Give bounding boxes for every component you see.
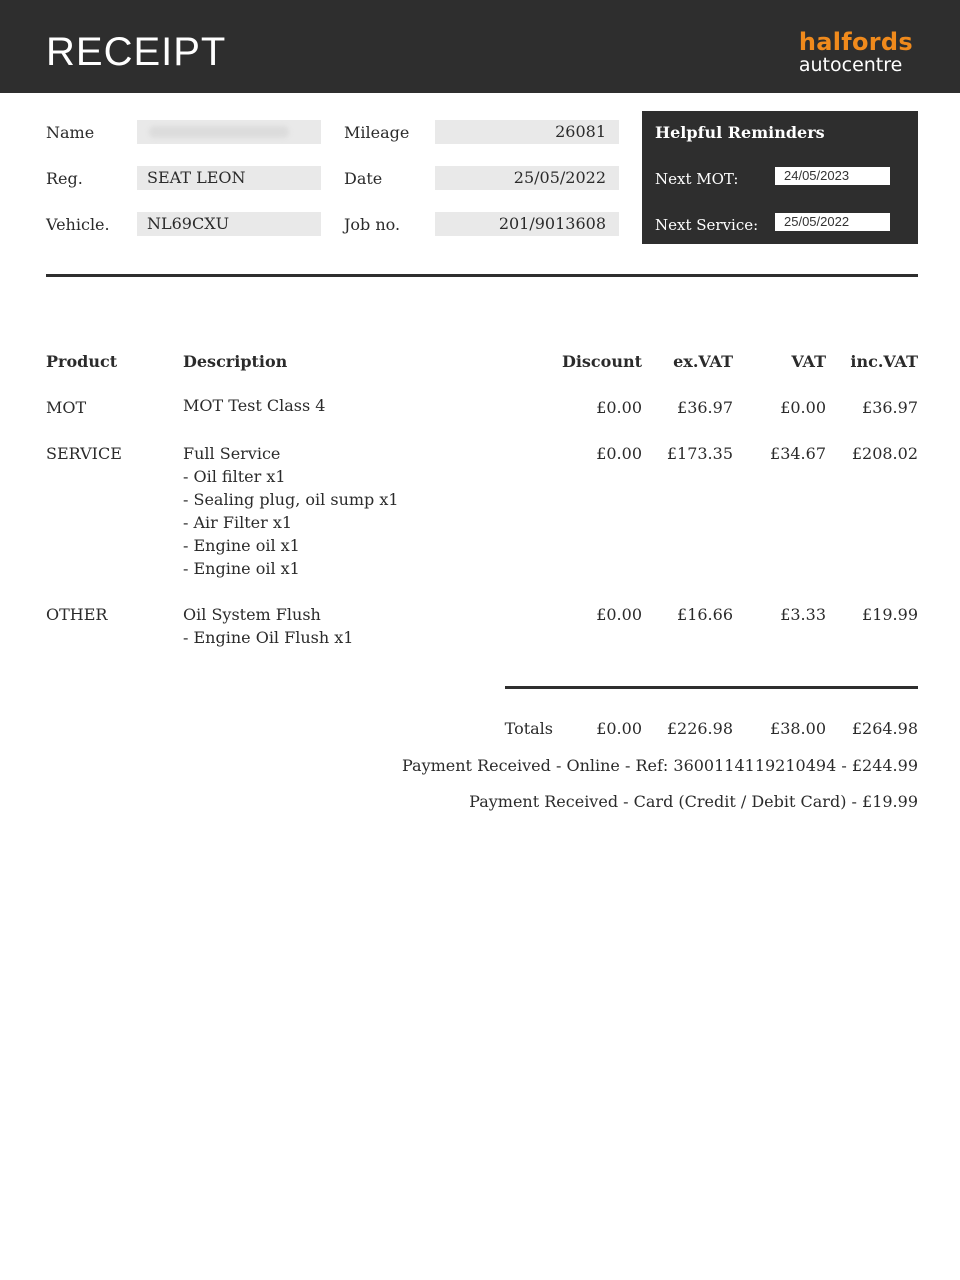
totals-label: Totals (504, 719, 553, 738)
col-header-product: Product (46, 352, 118, 371)
mileage-label: Mileage (344, 123, 410, 142)
helpful-reminders-panel (642, 111, 918, 244)
row-product: OTHER (46, 605, 108, 624)
logo-halfords-text: halfords (798, 28, 913, 56)
row-exvat: £173.35 (666, 444, 733, 463)
job-number-value: 201/9013608 (435, 212, 619, 236)
next-mot-value: 24/05/2023 (775, 167, 890, 185)
row-incvat: £19.99 (862, 605, 918, 624)
col-header-incvat: inc.VAT (850, 352, 918, 371)
description-line: MOT Test Class 4 (183, 396, 326, 415)
mileage-value: 26081 (435, 120, 619, 144)
vehicle-label: Vehicle. (46, 215, 110, 234)
description-line: - Engine oil x1 (183, 559, 300, 578)
next-service-value: 25/05/2022 (775, 213, 890, 231)
name-field (137, 120, 321, 144)
payment-card: Payment Received - Card (Credit / Debit Card) - £19.99 (469, 792, 918, 811)
row-product: MOT (46, 398, 87, 417)
description-line: Full Service (183, 444, 281, 463)
description-line: - Engine oil x1 (183, 536, 300, 555)
next-mot-label: Next MOT: (655, 170, 739, 188)
row-vat: £3.33 (780, 605, 826, 624)
receipt-header (0, 0, 960, 93)
header-divider (46, 274, 918, 277)
row-vat: £0.00 (780, 398, 826, 417)
totals-discount: £0.00 (596, 719, 642, 738)
row-description (183, 442, 399, 580)
row-description (183, 394, 325, 417)
name-label: Name (46, 123, 95, 142)
row-description (183, 603, 353, 649)
date-label: Date (344, 169, 383, 188)
vehicle-value: NL69CXU (137, 212, 321, 236)
row-discount: £0.00 (596, 398, 642, 417)
col-header-description: Description (183, 352, 288, 371)
totals-incvat: £264.98 (851, 719, 918, 738)
description-line: - Oil filter x1 (183, 467, 286, 486)
row-incvat: £208.02 (851, 444, 918, 463)
date-value: 25/05/2022 (435, 166, 619, 190)
col-header-discount: Discount (561, 352, 642, 371)
description-line: Oil System Flush (183, 605, 321, 624)
row-incvat: £36.97 (862, 398, 918, 417)
next-service-label: Next Service: (655, 216, 759, 234)
totals-vat: £38.00 (770, 719, 826, 738)
reminders-title: Helpful Reminders (655, 123, 825, 142)
row-discount: £0.00 (596, 444, 642, 463)
reg-value: SEAT LEON (137, 166, 321, 190)
page-title: RECEIPT (46, 30, 227, 74)
row-product: SERVICE (46, 444, 122, 463)
totals-exvat: £226.98 (666, 719, 733, 738)
job-number-label: Job no. (344, 215, 401, 234)
description-line: - Sealing plug, oil sump x1 (183, 490, 399, 509)
row-discount: £0.00 (596, 605, 642, 624)
halfords-autocentre-logo (799, 30, 913, 75)
description-line: - Engine Oil Flush x1 (183, 628, 354, 647)
col-header-exvat: ex.VAT (673, 352, 733, 371)
row-vat: £34.67 (770, 444, 826, 463)
reg-label: Reg. (46, 169, 83, 188)
payment-online: Payment Received - Online - Ref: 3600114119210494 - £244.99 (401, 756, 918, 775)
logo-autocentre-text: autocentre (798, 54, 903, 76)
row-exvat: £36.97 (677, 398, 733, 417)
col-header-vat: VAT (791, 352, 826, 371)
description-line: - Air Filter x1 (183, 513, 293, 532)
redacted-name (149, 126, 289, 138)
row-exvat: £16.66 (677, 605, 733, 624)
totals-divider (505, 686, 918, 689)
